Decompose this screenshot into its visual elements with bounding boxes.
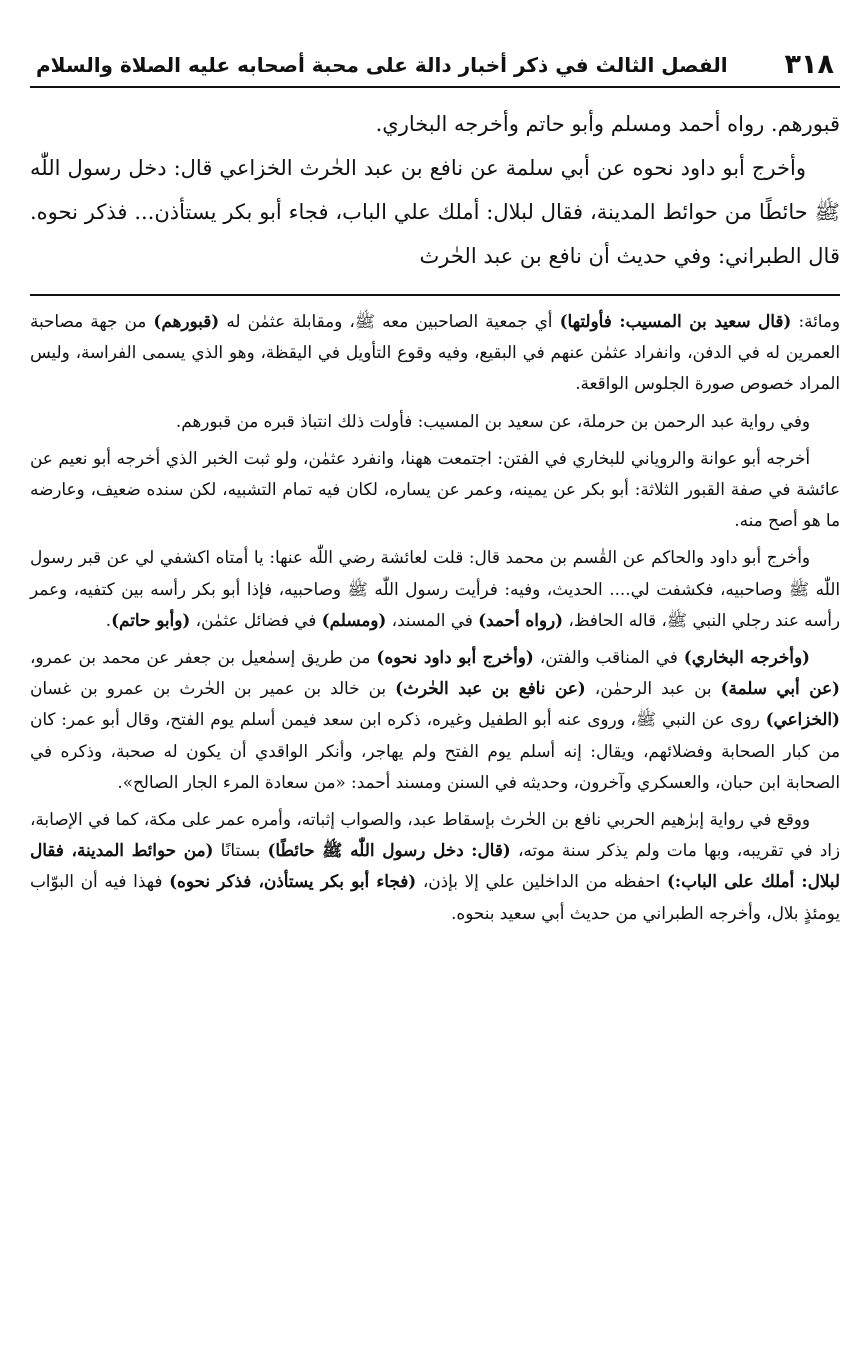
commentary — [30, 306, 840, 929]
book-page — [30, 48, 840, 935]
commentary-divider — [30, 294, 840, 296]
commentary-paragraph: وأخرج أبو داود والحاكم عن القٰسم بن محمد قال: قلت لعائشة رضي اللّٰه عنها: يا أمتاه اكشفي لي عن قبر رسول اللّٰه ﷺ وصاحبيه، فكشفت لي.... الحديث، وفيه: فرأيت رسول اللّٰه ﷺ وصاحبيه، فإذا أبو بكر رأسه بين كتفيه، وعمر رأسه عند رجلي النبي ﷺ، قاله الحافظ، (رواه أحمد) في المسند، (ومسلم) في فضائل عثمٰن، (وأبو حاتم). — [30, 547, 840, 630]
commentary-paragraph: ووقع في رواية إبرٰهيم الحربي نافع بن الحٰرث بإسقاط عبد، والصواب إثباته، وأمره عمر على مكة، كما في الإصابة، زاد في تقريبه، وبها مات ولم يذكر سنة موته، (قال: دخل رسول اللّٰه ﷺ حائطًا) بستانًا (من حوائط المدينة، فقال لبلال: أملك على الباب:) احفظه من الداخلين علي إلا بإذن، (فجاء أبو بكر يستأذن، فذكر نحوه) فهذا فيه أن البوّاب يومئذٍ بلال، وأخرجه الطبراني من حديث أبي سعيد بنحوه. — [30, 809, 840, 923]
page-number: ٣١٨ — [784, 49, 834, 80]
commentary-paragraph: ومائة: (قال سعيد بن المسيب: فأولتها) أي جمعية الصاحبين معه ﷺ، ومقابلة عثمٰن له (قبورهم) من جهة مصاحبة العمرين له في الدفن، وانفراد عثمٰن عنهم في البقيع، وفيه وقوع التأويل في اليقظة، وهو الذي يسمى الفراسة، وليس المراد خصوص صورة الجلوس الواقعة. — [30, 311, 841, 394]
commentary-paragraph: وفي رواية عبد الرحمن بن حرملة، عن سعيد بن المسيب: فأولت ذلك انتباذ قبره من قبورهم. — [175, 410, 810, 431]
main-text-paragraph: قبورهم. رواه أحمد ومسلم وأبو حاتم وأخرجه البخاري. — [375, 112, 840, 136]
chapter-title: الفصل الثالث في ذكر أخبار دالة على محبة أصحابه عليه الصلاة والسلام — [36, 53, 728, 77]
commentary-paragraph: أخرجه أبو عوانة والروياني للبخاري في الفتن: اجتمعت ههنا، وانفرد عثمٰن، ولو ثبت الخبر الذي أخرجه أبو نعيم عن عائشة في صفة القبور الثلاثة: أبو بكر عن يمينه، وعمر عن يساره، لكان فيه تمام التشبيه، لكن سنده ضعيف، وعارضه ما هو أصح منه. — [30, 447, 840, 531]
main-text-paragraph: وأخرج أبو داود نحوه عن أبي سلمة عن نافع بن عبد الحٰرث الخزاعي قال: دخل رسول اللّٰه ﷺ حائطًا من حوائط المدينة، فقال لبلال: أملك علي الباب، فجاء أبو بكر يستأذن... فذكر نحوه. قال الطبراني: وفي حديث أن نافع بن عبد الحٰرث — [30, 156, 840, 268]
main-text — [30, 102, 840, 278]
page-header — [30, 48, 840, 88]
commentary-paragraph: (وأخرجه البخاري) في المناقب والفتن، (وأخرج أبو داود نحوه) من طريق إسمٰعيل بن جعفر عن محمد بن عمرو، (عن أبي سلمة) بن عبد الرحمٰن، (عن نافع بن عبد الحٰرث) بن خالد بن عمير بن الحٰرث بن عمرو بن غسان (الخزاعي) روى عن النبي ﷺ، وروى عنه أبو الطفيل وغيره، ذكره ابن سعد فيمن أسلم يوم الفتح، وقال أبو عمر: كان من كبار الصحابة وفضلائهم، ويقال: إنه أسلم يوم الفتح ولم يهاجر، وأنكر الواقدي أن يكون له صحبة، وذكره في الصحابة ابن حبان، والعسكري وآخرون، وحديثه في السنن ومسند أحمد: «من سعادة المرء الجار الصالح». — [30, 647, 840, 792]
